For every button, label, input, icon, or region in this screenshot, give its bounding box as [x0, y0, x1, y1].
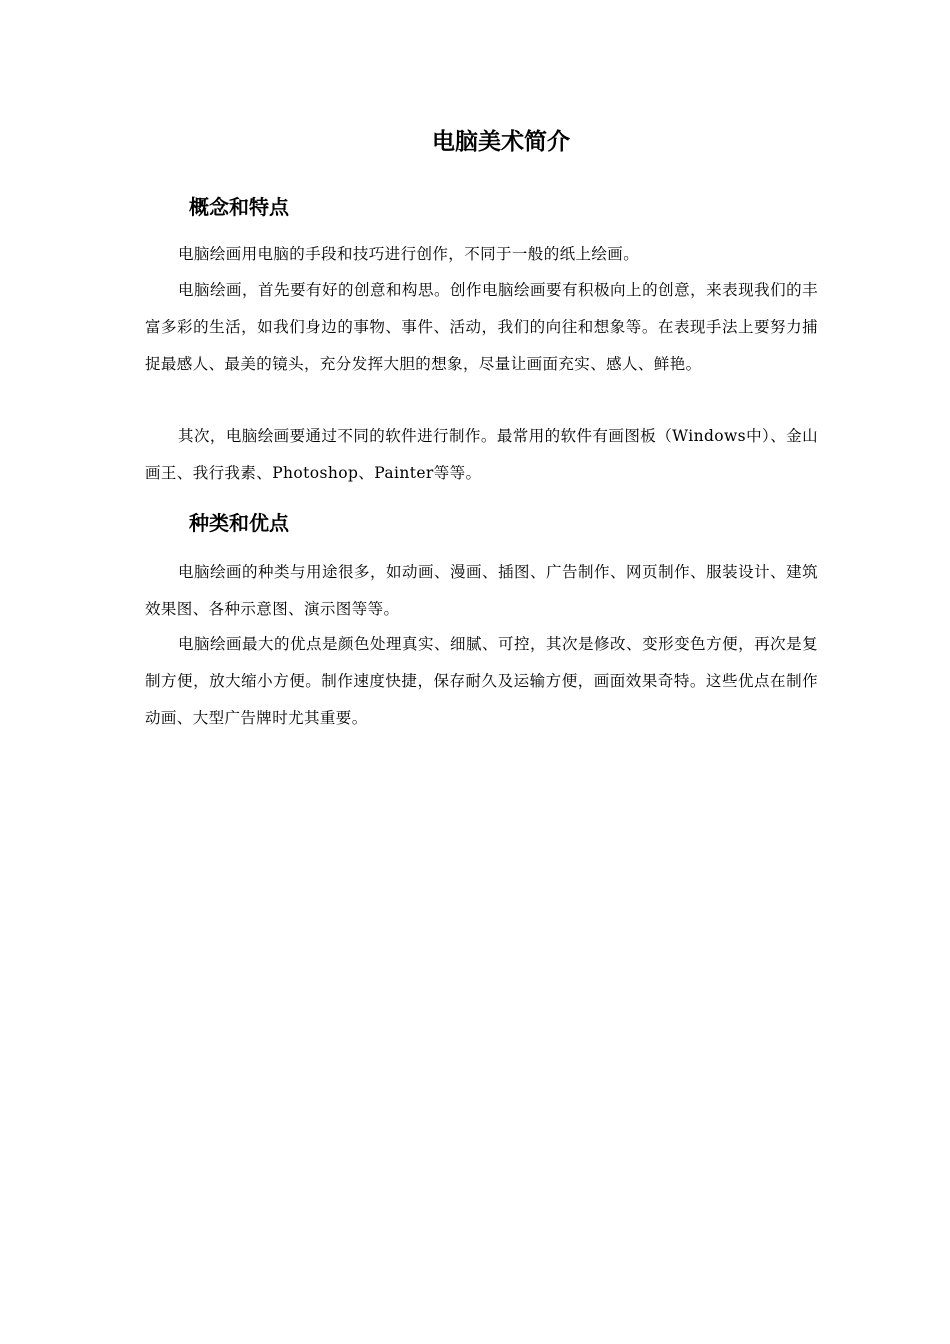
paragraph: 电脑绘画的种类与用途很多，如动画、漫画、插图、广告制作、网页制作、服装设计、建筑效果图、各种示意图、演示图等等。 — [145, 563, 818, 618]
paragraph: 电脑绘画最大的优点是颜色处理真实、细腻、可控，其次是修改、变形变色方便，再次是复制方便，放大缩小方便。制作速度快捷，保存耐久及运输方便，画面效果奇特。这些优点在制作动画、大型广告牌时尤其重要。 — [145, 635, 818, 727]
page-title: 电脑美术简介 — [432, 129, 570, 155]
section-heading-types: 种类和优点 — [189, 511, 289, 535]
paragraph: 电脑绘画用电脑的手段和技巧进行创作，不同于一般的纸上绘画。 — [178, 245, 640, 263]
section-heading-concept: 概念和特点 — [189, 195, 289, 219]
paragraph: 其次，电脑绘画要通过不同的软件进行制作。最常用的软件有画图板（Windows中）、金山画王、我行我素、Photoshop、Painter等等。 — [145, 427, 818, 482]
paragraph: 电脑绘画，首先要有好的创意和构思。创作电脑绘画要有积极向上的创意，来表现我们的丰富多彩的生活，如我们身边的事物、事件、活动，我们的向往和想象等。在表现手法上要努力捕捉最感人、最美的镜头，充分发挥大胆的想象，尽量让画面充实、感人、鲜艳。 — [145, 281, 818, 373]
